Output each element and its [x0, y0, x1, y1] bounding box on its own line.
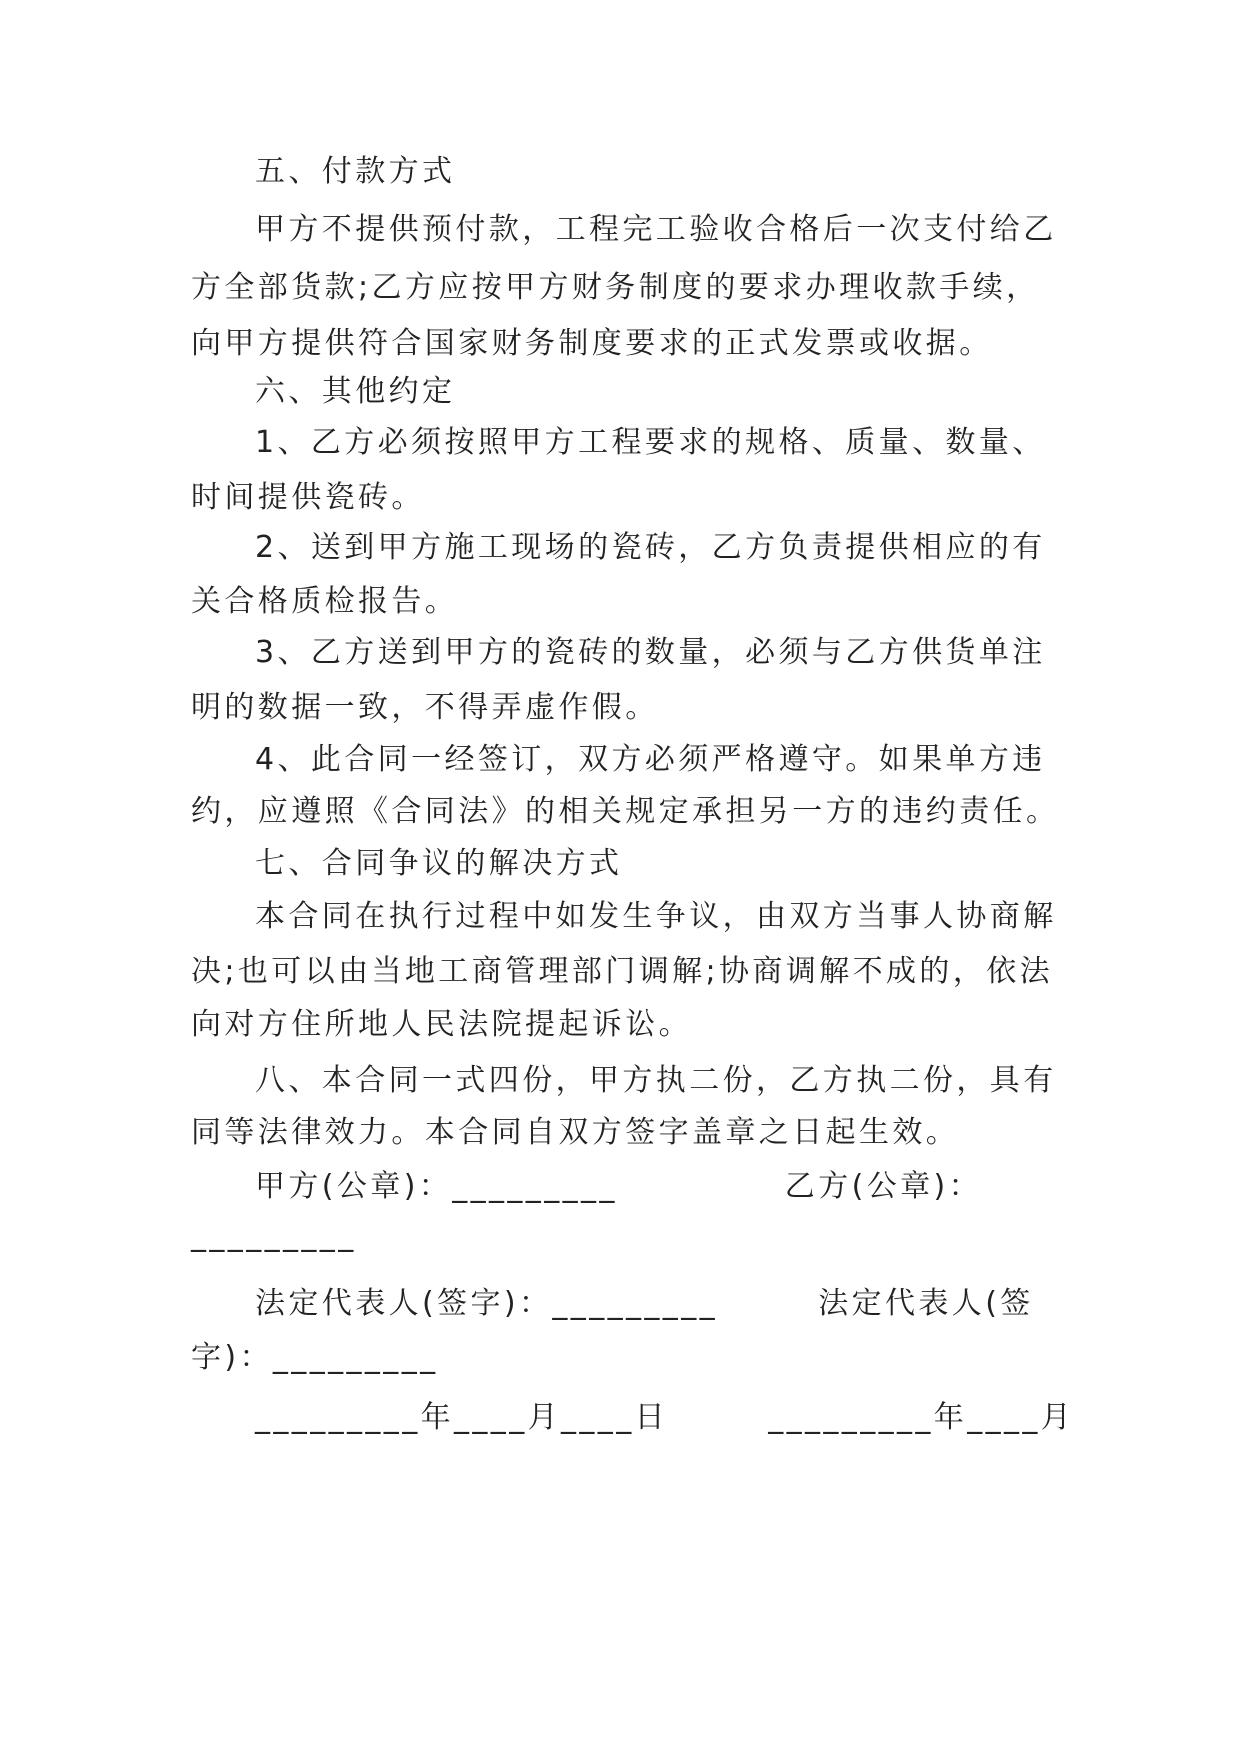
paragraph-line: 约，应遵照《合同法》的相关规定承担另一方的违约责任。 — [191, 794, 1060, 829]
paragraph-line: 3、乙方送到甲方的瓷砖的数量，必须与乙方供货单注 — [255, 635, 1046, 670]
paragraph-line: 关合格质检报告。 — [191, 584, 459, 619]
paragraph-line: 明的数据一致，不得弄虚作假。 — [191, 690, 659, 725]
paragraph-line: 4、此合同一经签订，双方必须严格遵守。如果单方违 — [255, 742, 1046, 777]
paragraph-line: 决;也可以由当地工商管理部门调解;协商调解不成的，依法 — [191, 954, 1054, 989]
paragraph-line: 向甲方提供符合国家财务制度要求的正式发票或收据。 — [191, 326, 993, 361]
paragraph-line: 甲方不提供预付款，工程完工验收合格后一次支付给乙 — [255, 212, 1057, 247]
paragraph-line: 1、乙方必须按照甲方工程要求的规格、质量、数量、 — [255, 425, 1046, 460]
paragraph-line: 方全部货款;乙方应按甲方财务制度的要求办理收款手续， — [191, 270, 1040, 305]
date-line: _________年____月____日 _________年____月 — [255, 1400, 1075, 1435]
signature-blank-line: _________ — [191, 1218, 357, 1253]
paragraph-line: 向对方住所地人民法院提起诉讼。 — [191, 1007, 692, 1042]
legal-representative-line: 法定代表人(签字)：_________ 法定代表人(签 — [255, 1286, 1034, 1321]
paragraph-line: 同等法律效力。本合同自双方签字盖章之日起生效。 — [191, 1115, 960, 1150]
party-seal-line: 甲方(公章)：_________ 乙方(公章)： — [255, 1169, 983, 1204]
legal-representative-line: 字)：_________ — [191, 1340, 439, 1375]
section-heading-payment: 五、付款方式 — [255, 154, 456, 189]
paragraph-line: 2、送到甲方施工现场的瓷砖，乙方负责提供相应的有 — [255, 530, 1046, 565]
section-heading-other-terms: 六、其他约定 — [255, 374, 456, 409]
section-heading-dispute-resolution: 七、合同争议的解决方式 — [255, 846, 623, 881]
paragraph-line: 八、本合同一式四份，甲方执二份，乙方执二份，具有 — [255, 1063, 1057, 1098]
paragraph-line: 时间提供瓷砖。 — [191, 480, 425, 515]
paragraph-line: 本合同在执行过程中如发生争议，由双方当事人协商解 — [255, 899, 1057, 934]
